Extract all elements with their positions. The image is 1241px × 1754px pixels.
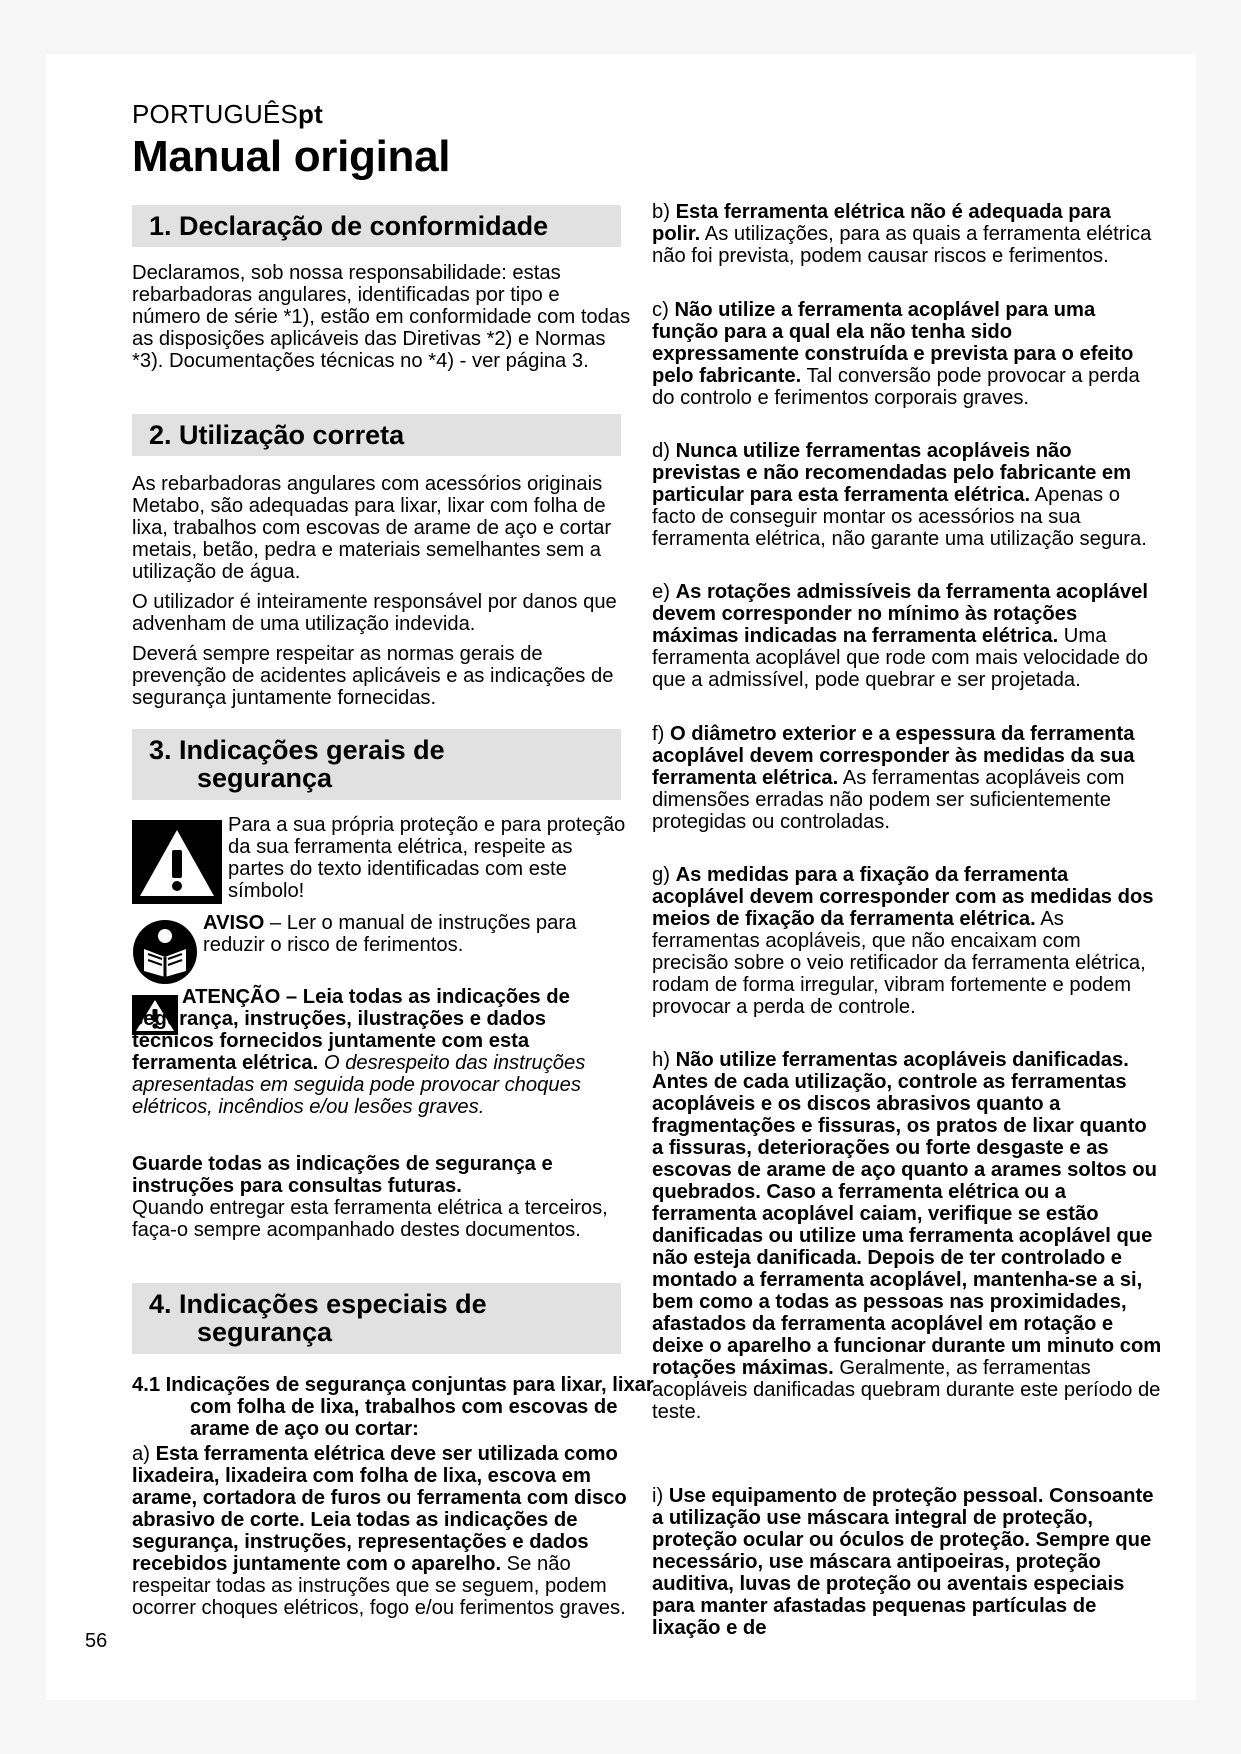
symbol-note: Para a sua própria proteção e para proteção da sua ferramenta elétrica, respeite as partes do texto identificadas com este símbolo! xyxy=(228,814,626,902)
aviso-label: AVISO xyxy=(203,912,265,934)
section-1-heading: 1. Declaração de conformidade xyxy=(132,205,621,247)
section-3-heading: 3. Indicações gerais de segurança xyxy=(132,729,621,800)
item-i: i) Use equipamento de proteção pessoal. Consoante a utilização use máscara integral de proteção, proteção ocular ou óculos de proteção. Sempre que necessário, use máscara antipoeiras, proteção auditiva, luvas de proteção ou aventais especiais para manter afastadas pequenas partículas de lixação e de xyxy=(652,1485,1154,1639)
item-f: f) O diâmetro exterior e a espessura da ferramenta acoplável devem corresponder às medidas da sua ferramenta elétrica. As ferramentas acopláveis com dimensões erradas não podem ser suficientemente protegidas ou controladas. xyxy=(652,723,1135,833)
section-1-body: Declaramos, sob nossa responsabilidade: estas rebarbadoras angulares, identificadas por tipo e número de série *1), estão em conformidade com todas as disposições aplicáveis das Diretivas *2) e Normas *3). Documentações técnicas no *4) - ver página 3. xyxy=(132,262,631,372)
item-e: e) As rotações admissíveis da ferramenta acoplável devem corresponder no mínimo às rotações máximas indicadas na ferramenta elétrica. Uma ferramenta acoplável que rode com mais velocidade do que a admissível, pode quebrar e ser projetada. xyxy=(652,581,1148,691)
item-b: b) Esta ferramenta elétrica não é adequada para polir. As utilizações, para as quais a ferramenta elétrica não foi prevista, podem causar riscos e ferimentos. xyxy=(652,201,1152,267)
subsection-4-1-heading: 4.1 Indicações de segurança conjuntas para lixar, lixar com folha de lixa, trabalhos com escovas de arame de aço ou cortar: xyxy=(132,1374,654,1440)
item-g: g) As medidas para a fixação da ferramenta acoplável devem corresponder com as medidas dos meios de fixação da ferramenta elétrica. As ferramentas acopláveis, que não encaixam com precisão sobre o veio retificador da ferramenta elétrica, rodam de forma irregular, vibram fortemente e podem provocar a perda de controle. xyxy=(652,864,1154,1018)
section-2-paragraph-3: Deverá sempre respeitar as normas gerais de prevenção de acidentes aplicáveis e as indicações de segurança juntamente fornecidas. xyxy=(132,643,614,709)
page-number: 56 xyxy=(85,1630,108,1652)
aviso-note: AVISO – Ler o manual de instruções para reduzir o risco de ferimentos. xyxy=(203,912,577,956)
language-code: pt xyxy=(298,99,323,129)
atencao-paragraph: ATENÇÃO – Leia todas as indicações de segurança, instruções, ilustrações e dados técnicos fornecidos juntamente com esta ferramenta elétrica. O desrespeito das instruções apresentadas em seguida pode provocar choques elétricos, incêndios e/ou lesões graves. xyxy=(132,986,586,1118)
section-2-paragraph-2: O utilizador é inteiramente responsável por danos que advenham de uma utilização indevida. xyxy=(132,591,617,635)
language-label: PORTUGUÊSpt xyxy=(132,99,323,129)
section-2-heading: 2. Utilização correta xyxy=(132,414,621,456)
item-a: a) Esta ferramenta elétrica deve ser utilizada como lixadeira, lixadeira com folha de lixa, escova em arame, cortadora de furos ou ferramenta com disco abrasivo de corte. Leia todas as indicações de segurança, instruções, representações e dados recebidos juntamente com o aparelho. Se não respeitar todas as instruções que se seguem, podem ocorrer choques elétricos, fogo e/ou ferimentos graves. xyxy=(132,1443,627,1619)
item-c: c) Não utilize a ferramenta acoplável para uma função para a qual ela não tenha sido expressamente construída e prevista para o efeito pelo fabricante. Tal conversão pode provocar a perda do controlo e ferimentos corporais graves. xyxy=(652,299,1140,409)
item-h: h) Não utilize ferramentas acopláveis danificadas. Antes de cada utilização, controle as ferramentas acopláveis e os discos abrasivos quanto a fragmentações e fissuras, os pratos de lixar quanto a fissuras, deteriorações ou forte desgaste e as escovas de arame de aço quanto a arames soltos ou quebrados. Caso a ferramenta elétrica ou a ferramenta acoplável caiam, verifique se estão danificadas ou utilize uma ferramenta acoplável que não esteja danificada. Depois de ter controlado e montado a ferramenta acoplável, mantenha-se a si, bem como a todas as pessoas nas proximidades, afastados da ferramenta acoplável em rotação e deixe o aparelho a funcionar durante um minuto com rotações máximas. Geralmente, as ferramentas acopláveis danificadas quebram durante este período de teste. xyxy=(652,1049,1162,1423)
section-4-heading: 4. Indicações especiais de segurança xyxy=(132,1283,621,1354)
item-d: d) Nunca utilize ferramentas acopláveis não previstas e não recomendadas pelo fabricante em particular para esta ferramenta elétrica. Apenas o facto de conseguir montar os acessórios na sua ferramenta elétrica, não garante uma utilização segura. xyxy=(652,440,1147,550)
guarde-paragraph: Guarde todas as indicações de segurança e instruções para consultas futuras. Quando entregar esta ferramenta elétrica a terceiros, faça-o sempre acompanhado destes documentos. xyxy=(132,1153,608,1241)
page-title: Manual original xyxy=(132,132,451,181)
section-2-paragraph-1: As rebarbadoras angulares com acessórios originais Metabo, são adequadas para lixar, lixar com folha de lixa, trabalhos com escovas de arame de aço e cortar metais, betão, pedra e materiais semelhantes sem a utilização de água. xyxy=(132,473,612,583)
warning-triangle-icon xyxy=(132,820,222,904)
read-manual-icon xyxy=(132,919,198,985)
